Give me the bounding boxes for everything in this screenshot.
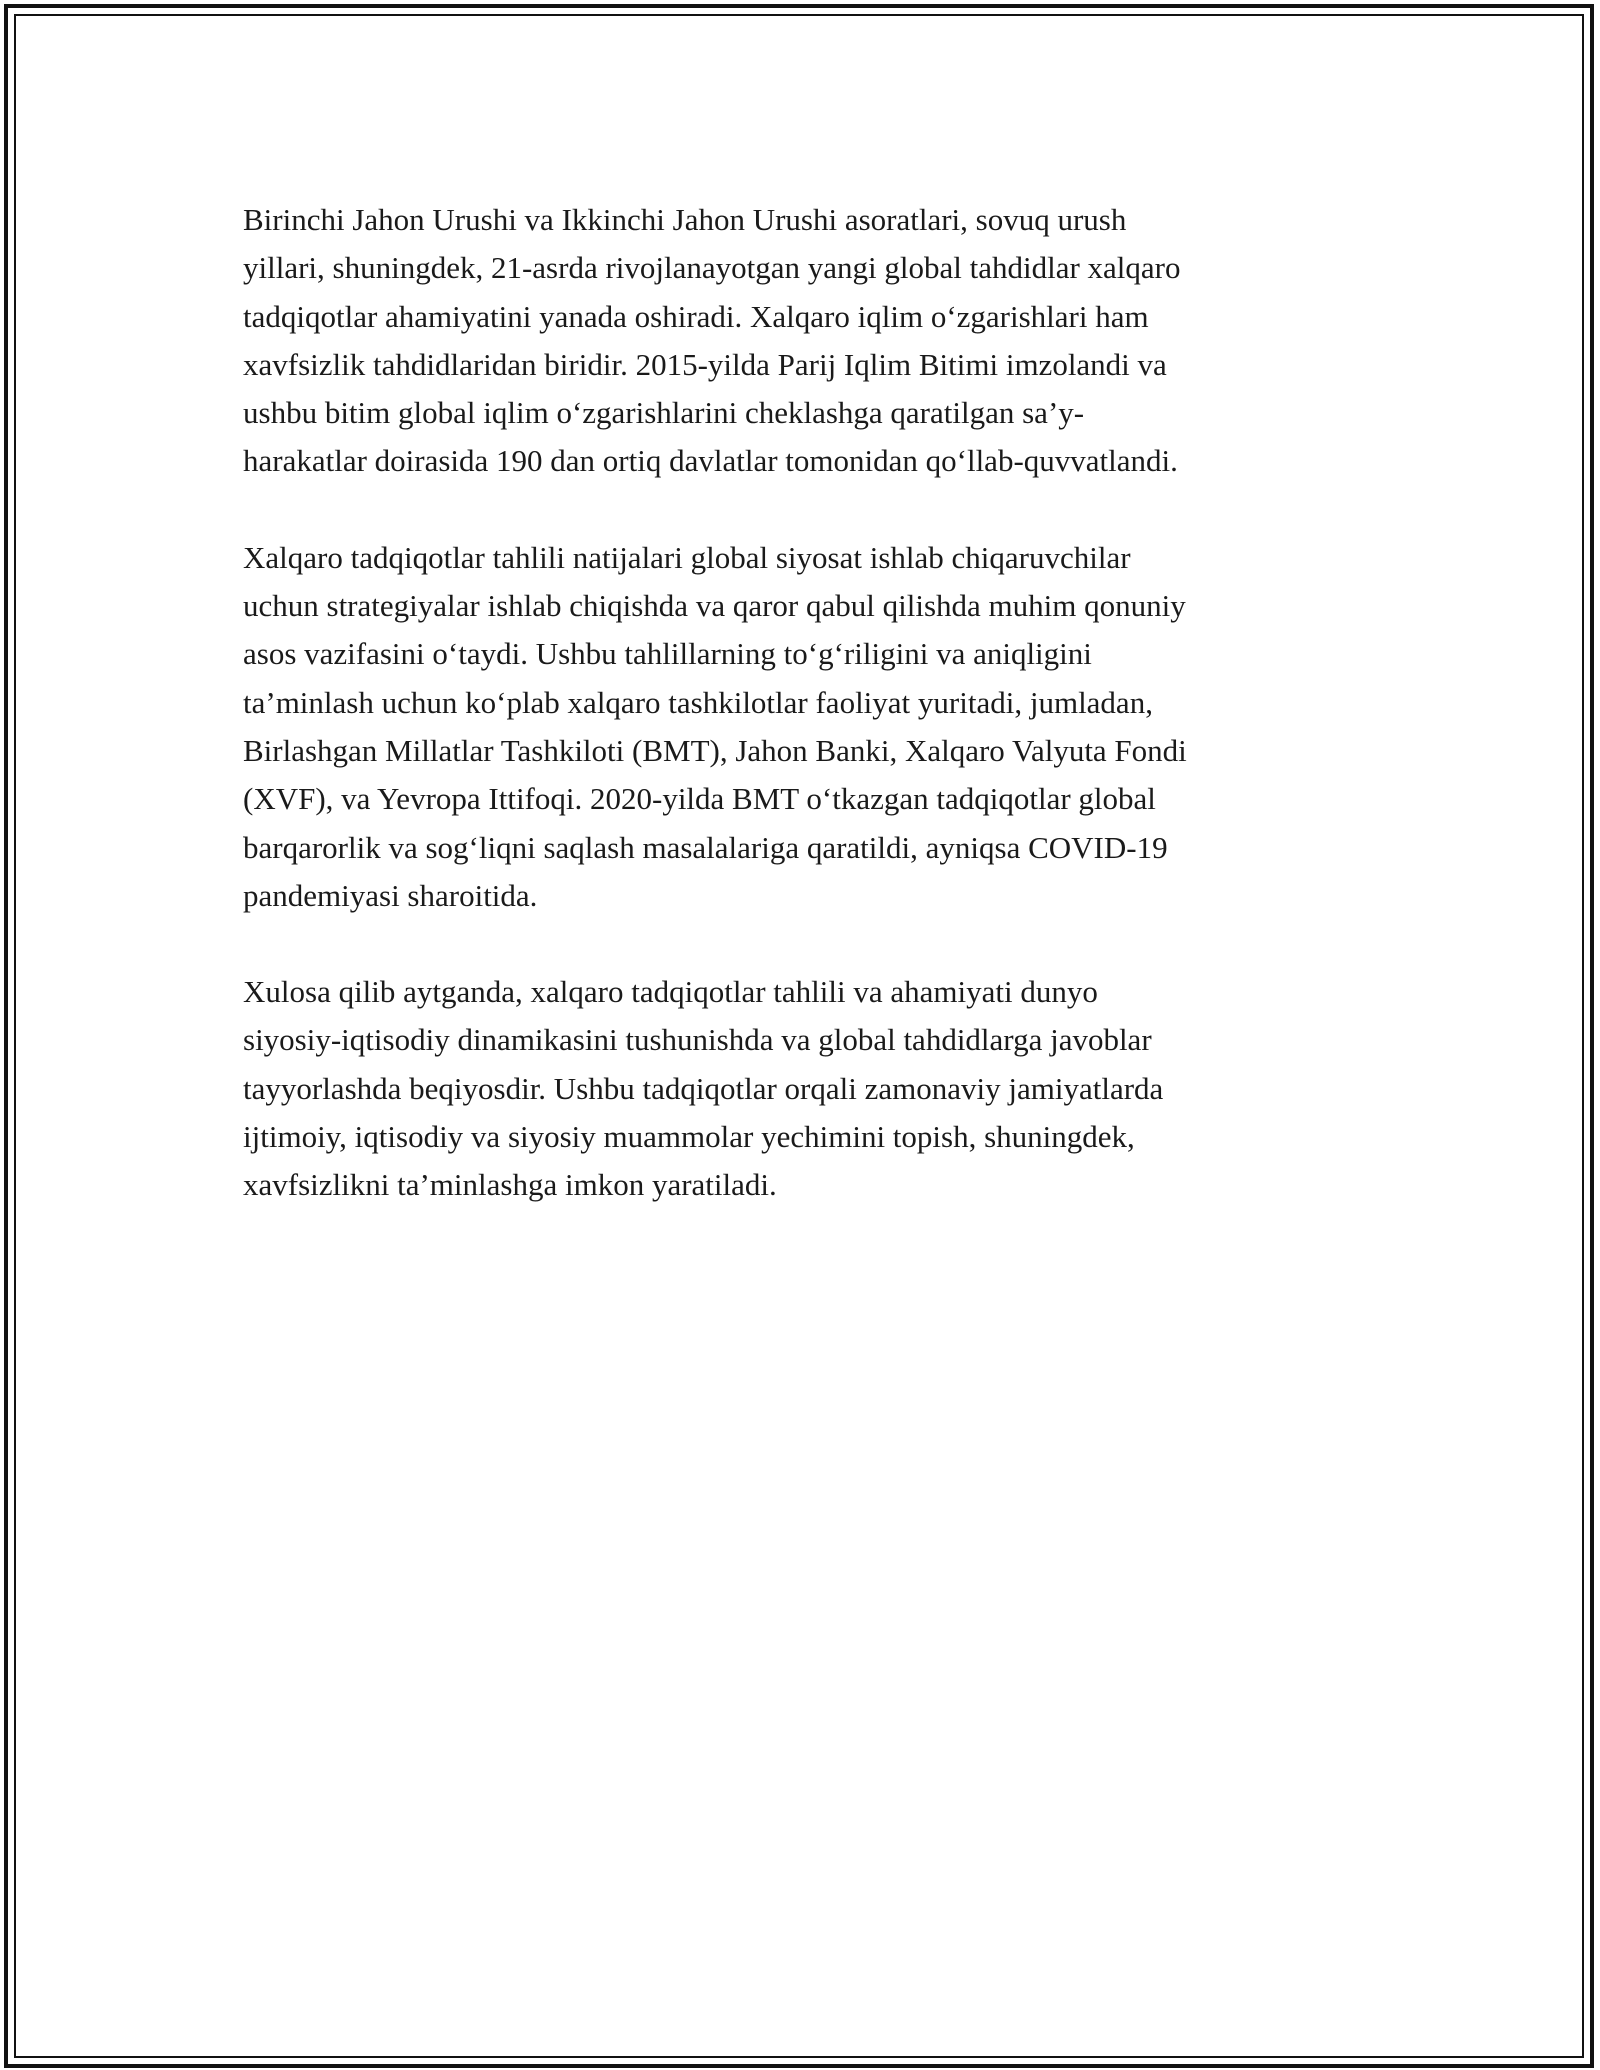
text-line: yillari, shuningdek, 21-asrda rivojlanayotgan yangi global tahdidlar xalqaro [243,250,1181,286]
text-line: Birlashgan Millatlar Tashkiloti (BMT), Jahon Banki, Xalqaro Valyuta Fondi [243,732,1187,768]
text-line: ushbu bitim global iqlim o‘zgarishlarini cheklashga qaratilgan sa’y- [243,395,1085,431]
page-frame [4,4,1594,2068]
text-line: barqarorlik va sog‘liqni saqlash masalalariga qaratildi, ayniqsa COVID-19 [243,829,1168,865]
text-line: Xalqaro tadqiqotlar tahlili natijalari global siyosat ishlab chiqaruvchilar [243,539,1131,575]
text-line: uchun strategiyalar ishlab chiqishda va qaror qabul qilishda muhim qonuniy [243,588,1186,624]
text-line: asos vazifasini o‘taydi. Ushbu tahlillarning to‘g‘riligini va aniqligini [243,636,1092,672]
text-line: (XVF), va Yevropa Ittifoqi. 2020-yilda BMT o‘tkazgan tadqiqotlar global [243,781,1156,817]
paragraph-3 [243,968,1383,1209]
text-line: tadqiqotlar ahamiyatini yanada oshiradi. Xalqaro iqlim o‘zgarishlari ham [243,298,1149,334]
paragraph-1 [243,196,1383,486]
text-line: harakatlar doirasida 190 dan ortiq davlatlar tomonidan qo‘llab-quvvatlandi. [243,443,1178,479]
text-line: ijtimoiy, iqtisodiy va siyosiy muammolar yechimini topish, shuningdek, [243,1119,1135,1155]
text-line: pandemiyasi sharoitida. [243,877,538,913]
text-line: siyosiy-iqtisodiy dinamikasini tushunishda va global tahdidlarga javoblar [243,1022,1152,1058]
text-line: ta’minlash uchun ko‘plab xalqaro tashkilotlar faoliyat yuritadi, jumladan, [243,684,1153,720]
text-line: xavfsizlik tahdidlaridan biridir. 2015-yilda Parij Iqlim Bitimi imzolandi va [243,346,1167,382]
text-line: Birinchi Jahon Urushi va Ikkinchi Jahon Urushi asoratlari, sovuq urush [243,202,1127,237]
paragraph-2 [243,534,1383,920]
text-line: tayyorlashda beqiyosdir. Ushbu tadqiqotlar orqali zamonaviy jamiyatlarda [243,1070,1164,1106]
text-line: xavfsizlikni ta’minlashga imkon yaratiladi. [243,1167,777,1203]
document-body [243,196,1383,1258]
text-line: Xulosa qilib aytganda, xalqaro tadqiqotlar tahlili va ahamiyati dunyo [243,974,1098,1010]
